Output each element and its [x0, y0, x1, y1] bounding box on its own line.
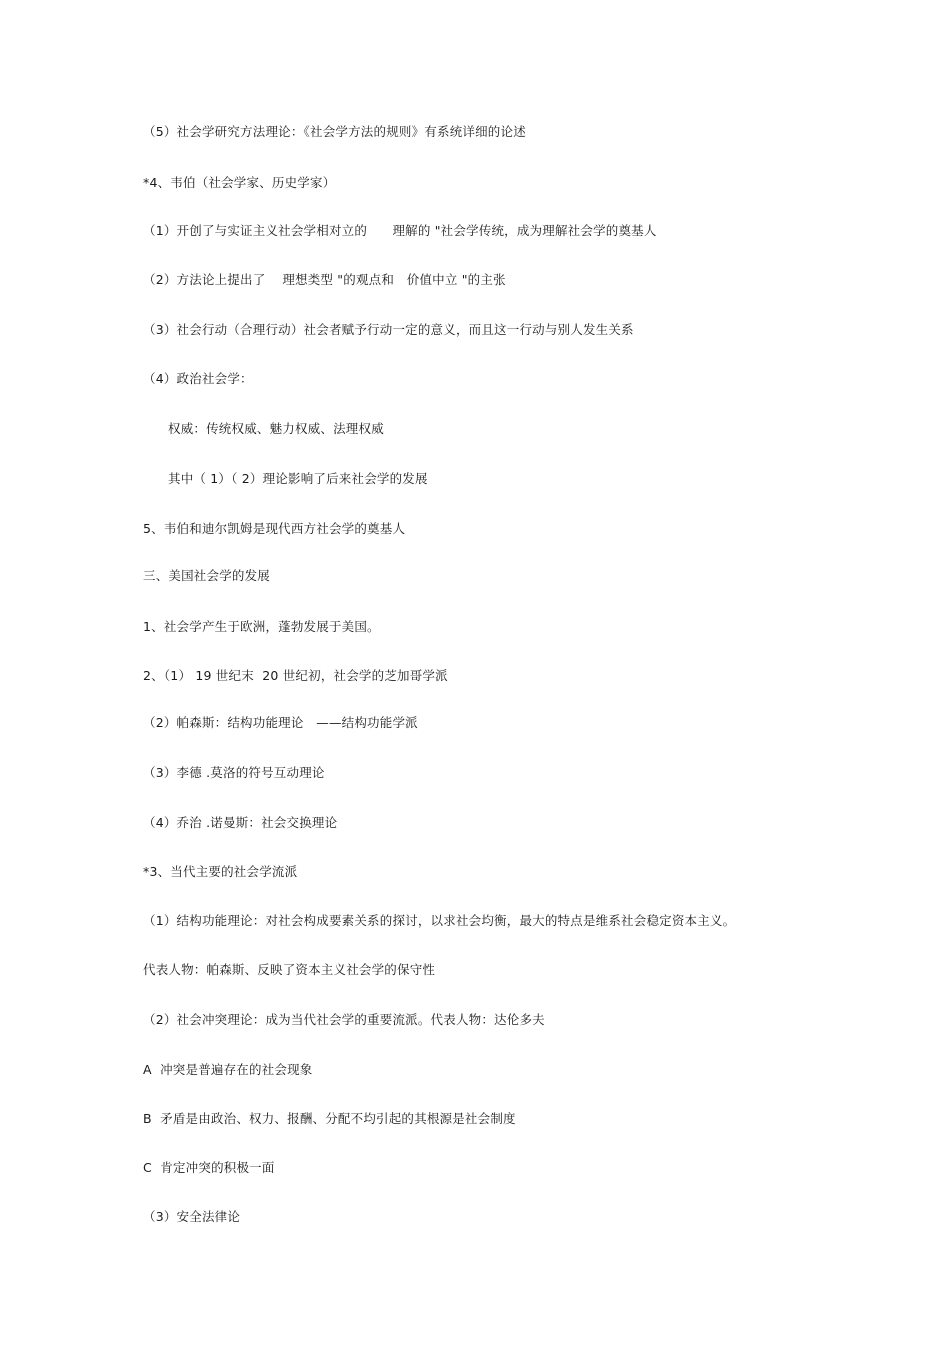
text-line: （1）开创了与实证主义社会学相对立的 理解的 "社会学传统，成为理解社会学的奠基人	[143, 223, 657, 238]
text-line: （3）安全法律论	[143, 1209, 241, 1224]
text-line: （1）结构功能理论：对社会构成要素关系的探讨，以求社会均衡，最大的特点是维系社会稳定资本主义。	[143, 913, 736, 928]
text-line: （2）方法论上提出了 理想类型 "的观点和 价值中立 "的主张	[143, 272, 506, 287]
text-line: A 冲突是普遍存在的社会现象	[143, 1062, 313, 1077]
text-line: B 矛盾是由政治、权力、报酬、分配不均引起的其根源是社会制度	[143, 1111, 516, 1126]
text-line: 权威：传统权威、魅力权威、法理权威	[168, 421, 384, 436]
text-line: （3）社会行动（合理行动）社会者赋予行动一定的意义，而且这一行动与别人发生关系	[143, 322, 634, 337]
text-line: 5、韦伯和迪尔凯姆是现代西方社会学的奠基人	[143, 521, 406, 536]
text-line: （2）帕森斯：结构功能理论 ——结构功能学派	[143, 715, 418, 730]
text-line: 代表人物：帕森斯、反映了资本主义社会学的保守性	[143, 962, 436, 977]
text-line: *3、当代主要的社会学流派	[143, 864, 298, 879]
text-line: 2、（1） 19 世纪末 20 世纪初，社会学的芝加哥学派	[143, 668, 448, 683]
text-line: （4）政治社会学：	[143, 371, 253, 386]
text-line: （5）社会学研究方法理论：《社会学方法的规则》有系统详细的论述	[143, 124, 526, 139]
text-line: C 肯定冲突的积极一面	[143, 1160, 275, 1175]
text-line: 其中（ 1）（ 2）理论影响了后来社会学的发展	[168, 471, 428, 486]
text-line: （3）李德 .莫洛的符号互动理论	[143, 765, 325, 780]
text-line: （2）社会冲突理论：成为当代社会学的重要流派。代表人物：达伦多夫	[143, 1012, 545, 1027]
text-line: 1、社会学产生于欧洲，蓬勃发展于美国。	[143, 619, 380, 634]
section-heading: 三、美国社会学的发展	[143, 568, 271, 583]
text-line: （4）乔治 .诺曼斯：社会交换理论	[143, 815, 338, 830]
text-line: *4、韦伯（社会学家、历史学家）	[143, 175, 336, 190]
